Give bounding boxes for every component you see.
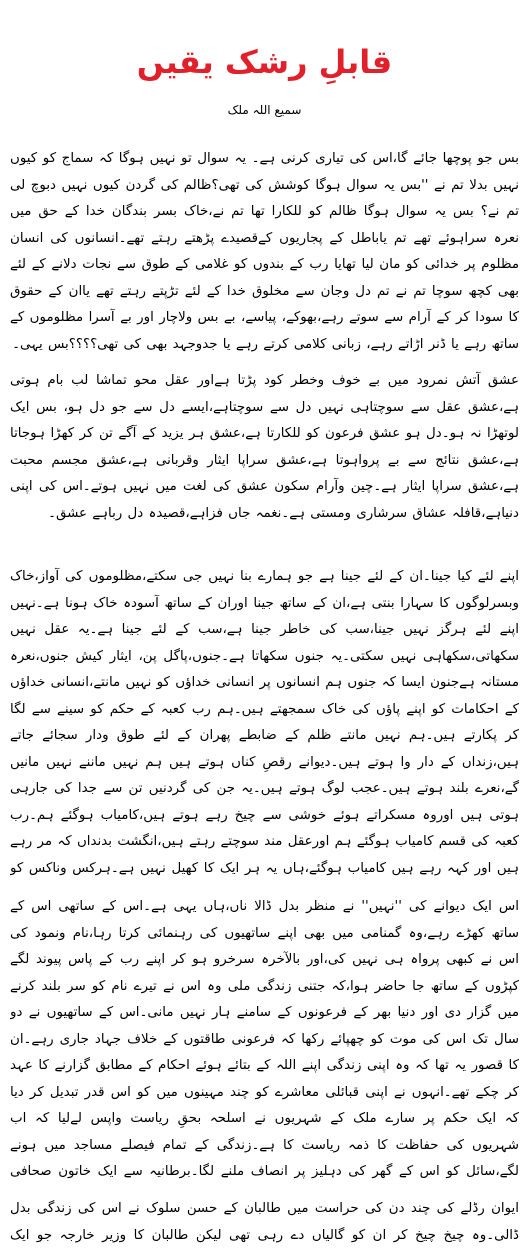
article-body — [10, 146, 519, 1252]
paragraph: عشق آتش نمرود میں بے خوف وخطر کود پڑتا ہےاور عقل محو تماشا لب بام ہوتی ہے،عشق عقل سے سوچتاہی نہیں دل سے سوچتاہے،ایسے دل سے جو دل ہو، بس ایک لوتھڑا نہ ہو۔دل ہو عشق فرعون کو للکارتا ہے،عشق ہر یزید کے آگے تن کر کھڑا ہوجاتا ہے،عشق نتائج سے بے پرواہوتا ہے،عشق سراپا ایثار وقربانی ہے،عشق مجسم محبت ہے،عشق سراپا ایثار ہے۔چین وآرام سکون عشق کی لغت میں نہیں ہوتے۔اس کی اپنی دنیاہے،قافلہ عشاق سرشاری ومستی ہے۔نغمہ جاں فزاہے،قصیدہ دل رباہے عشق۔ — [10, 373, 519, 521]
paragraph: بس جو پوچھا جائے گا،اس کی تیاری کرنی ہے۔ یہ سوال تو نہیں ہوگا کہ سماج کو کیوں نہیں بدلا تم نے ''بس یہ سوال ہوگا کوشش کی تھی؟ظالم کی گردن کیوں نہیں دبوچ لی تم نے؟ بس یہ سوال ہوگا ظالم کو للکارا تھا تم نے،خاک بسر بندگان خدا کے حق میں نعرہ سراہوئے تھے تم یاباطل کے پجاریوں کےقصیدے پڑھتے رہتے تھے۔انسانوں کی انسان مظلوم پر خدائی کو مان لیا تھایا رب کے بندوں کو غلامی کے طوق سے نجات دلانے کے لئے بھی کچھ سوچا تم نے تم دل وجان سے مخلوق خدا کے لئے تڑپتے رہتے تھے یاان کے حقوق کا سودا کر کے آرام سے سوتے رہے،بھوکے، پیاسے، بے بس ولاچار اور بے آسرا مظلوموں کے ساتھ رہے یا ڈنر اڑاتے رہے، زبانی کلامی کرتے رہے یا جدوجہد بھی کی تھی؟؟؟؟بس یہی۔ — [10, 151, 519, 352]
author-byline: سمیع اللہ ملک — [227, 103, 302, 117]
article-title: قابلِ رشک یقیں — [136, 43, 393, 81]
paragraph: اپنے لئے کیا جینا۔ان کے لئے جینا ہے جو ہمارے بنا نہیں جی سکتے،مظلوموں کی آواز،خاک وبسرلوگوں کا سہارا بنتی ہے،ان کے ساتھ جینا اوران کے ساتھ آسودہ خاک ہونا ہے۔نہیں اپنے لئے ہرگز نہیں جینا،سب کی خاطر جینا ہے،سب کے لئے جینا ہے۔یہ عقل نہیں سکھاتی،سکھاہی نہیں سکتی۔یہ جنوں سکھاتا ہے۔جنوں،پاگل پن، ایثار کیش جنوں،نعرہ مستانہ ہےجنون ایسا کہ جنوں ہم انسانوں پر انسانی خداؤں کو نہیں مانتے،انسانی خداؤں کے احکامات کو اپنے پاؤں کی خاک سمجھتے ہیں۔ہم رب کعبہ کے حکم کو سینے سے لگا کر پکارتے ہیں۔ہم نہیں مانتے ظلم کے ضابطے پھران کے لئے طوق ودار سجائے جاتے ہیں،زنداں کے دار وا ہوتے ہیں۔دیوانے رقصِ کناں ہوتے ہیں ہم نہیں ماننے نہیں مانیں گے،نعرے بلند ہوتے ہیں۔عجب لوگ ہوتے ہیں۔یہ جن کی گردنیں تن سے جدا کی جارہی ہوتی ہیں اوروہ مسکراتے ہوئے خوشی سے چیخ رہے ہوتے ہیں،کامیاب ہوگئے ہم۔رب کعبہ کی قسم کامیاب ہوگئے ہم اورعقل مند سوچتے رہتے ہیں،انگشت بدنداں کہ مر رہے ہیں اور کہہ رہے ہیں کامیاب ہوگئے،ہاں یہ ہر ایک کا کھیل نہیں ہے۔ہرکس وناکس کو — [10, 569, 519, 876]
paragraph: ایوان رڈلے کی چند دن کی حراست میں طالبان کے حسن سلوک نے اس کی زندگی بدل ڈالی۔وہ چیخ چیخ کر ان کو گالیاں دے رہی تھی لیکن طالبان کا وزیر خارجہ جو ایک — [10, 1201, 519, 1243]
paragraph: اس ایک دیوانے کی ''نہیں'' نے منظر بدل ڈالا ناں،ہاں یہی ہے۔اس کے ساتھی اس کے ساتھ کھڑے رہے،وہ گمنامی میں بھی اپنے ساتھیوں کی رہنمائی کرتا رہا،نام ونمود کی اس نے کبھی پرواہ ہی نہیں کی،اور بالآخرہ سرخرو ہو کر اپنے رب کے پاس پیوند لگے کپڑوں کے ساتھ جا حاضر ہوا،کہ جتنی زندگی ملی وہ اس نے تیرے نام کو سر بلند کرنے میں گزار دی اور دنیا بھر کے فرعونوں کے سامنے ہار نہیں مانی۔اس کے ساتھیوں نے دو سال تک اس کی موت کو چھپائے رکھا کہ فرعونی طاقتوں کے خلاف جہاد جاری رہے۔ان کا قصور یہ تھا کہ وہ اپنی زندگی اپنے اللہ کے بتائے ہوئے احکام کے مطابق گزارنے کا عہد کر چکے تھے۔انہوں نے اپنی قبائلی معاشرے کو چند مہینوں میں کو اس قدر تبدیل کر دیا کہ ایک حکم پر سارے ملک کے شہریوں نے اسلحہ بحقِ ریاست واپس لےلیا کہ اب شہریوں کی حفاظت کا ذمہ ریاست کا ہے۔زندگی کے تمام فیصلے مساجد میں ہونے لگے،سائل کو اس کے گھر کی دہلیز پر انصاف ملنے لگا۔برطانیہ سے ایک خاتون صحافی — [10, 899, 519, 1179]
